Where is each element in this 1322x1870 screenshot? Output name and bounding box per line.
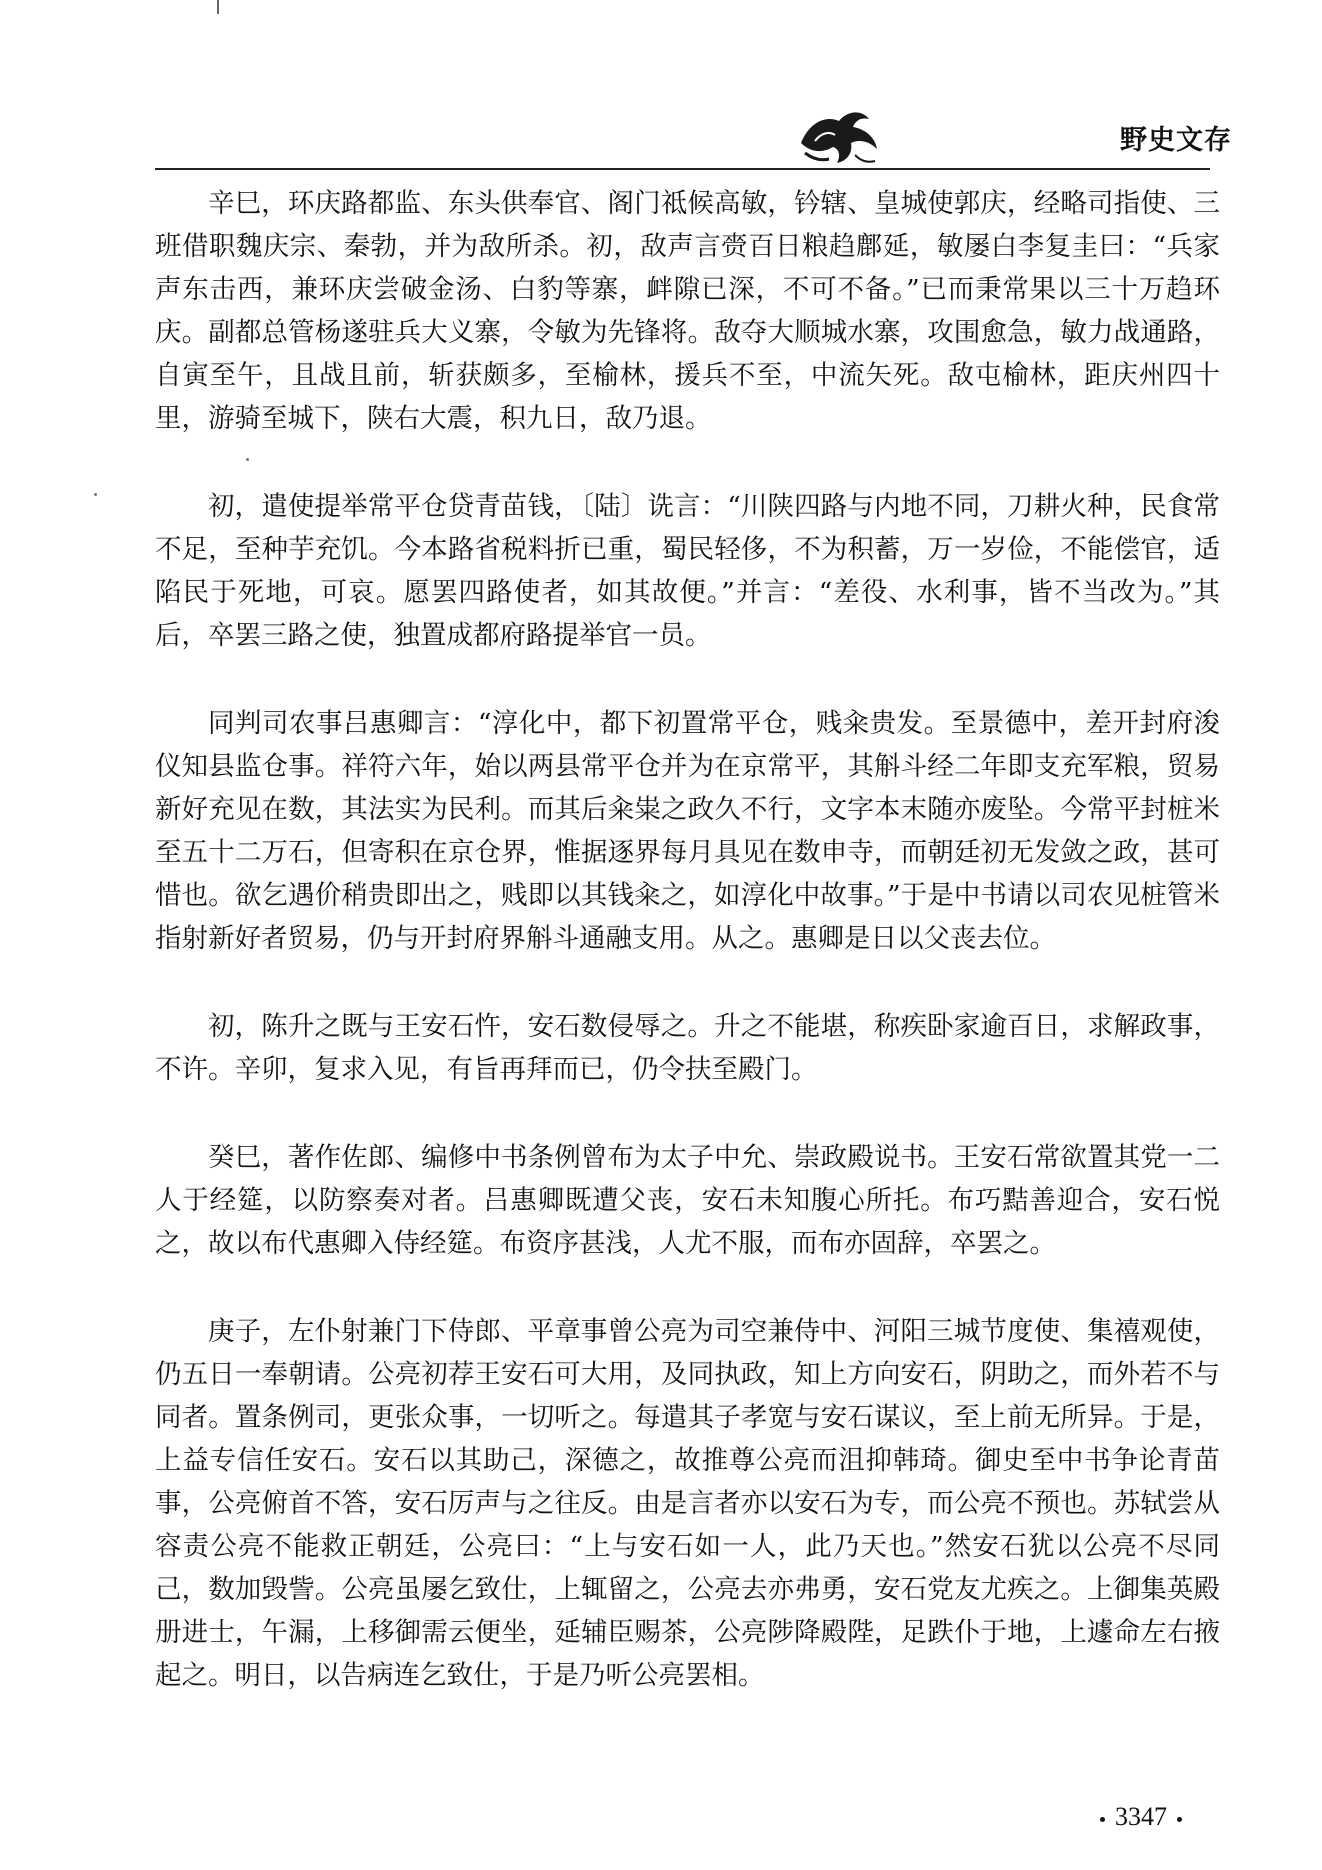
paragraph: 初，遣使提举常平仓贷青苗钱，〔陆〕诜言：“川陕四路与内地不同，刀耕火种，民食常不足，至种芋充饥。今本路省税料折已重，蜀民轻侈，不为积蓄，万一岁俭，不能偿官，适陷民于死地，可哀。愿罢四路使者，如其故便。”并言：“差役、水利事，皆不当改为。”其后，卒罢三路之使，独置成都府路提举官一员。 — [155, 491, 1220, 651]
paragraph: 辛巳，环庆路都监、东头供奉官、阁门祗候高敏，钤辖、皇城使郭庆，经略司指使、三班借职魏庆宗、秦勃，并为敌所杀。初，敌声言赍百日粮趋鄜延，敏屡白李复圭曰：“兵家声东击西，兼环庆尝破金汤、白豹等寨，衅隙已深，不可不备。”已而秉常果以三十万趋环庆。副都总管杨遂驻兵大义寨，令敏为先锋将。敌夺大顺城水寨，攻围愈急，敏力战通路，自寅至午，且战且前，斩获颇多，至榆林，援兵不至，中流矢死。敌屯榆林，距庆州四十里，游骑至城下，陕右大震，积九日，敌乃退。 — [155, 188, 1220, 434]
paragraph: 庚子，左仆射兼门下侍郎、平章事曾公亮为司空兼侍中、河阳三城节度使、集禧观使，仍五日一奉朝请。公亮初荐王安石可大用，及同执政，知上方向安石，阴助之，而外若不与同者。置条例司，更张众事，一切听之。每遣其子孝宽与安石谋议，至上前无所异。于是，上益专信任安石。安石以其助己，深德之，故推尊公亮而沮抑韩琦。御史至中书争论青苗事，公亮俯首不答，安石厉声与之往反。由是言者亦以安石为专，而公亮不预也。苏轼尝从容责公亮不能救正朝廷，公亮曰：“上与安石如一人，此乃天也。”然安石犹以公亮不尽同己，数加毁訾。公亮虽屡乞致仕，上辄留之，公亮去亦弗勇，安石党友尤疾之。上御集英殿册进士，午漏，上移御需云便坐，延辅臣赐茶，公亮陟降殿陛，足跌仆于地，上遽命左右掖起之。明日，以告病连乞致仕，于是乃听公亮罢相。 — [155, 1316, 1220, 1691]
paragraph: 癸巳，著作佐郎、编修中书条例曾布为太子中允、崇政殿说书。王安石常欲置其党一二人于经筵，以防察奏对者。吕惠卿既遭父丧，安石未知腹心所托。布巧黠善迎合，安石悦之，故以布代惠卿入侍经筵。布资序甚浅，人尤不服，而布亦固辞，卒罢之。 — [155, 1142, 1220, 1259]
header-divider — [155, 168, 1210, 170]
page-header — [0, 0, 1322, 175]
footer-dot — [1177, 1817, 1182, 1822]
page-header-title: 野史文存 — [1120, 125, 1232, 156]
paragraph: 同判司农事吕惠卿言：“淳化中，都下初置常平仓，贱籴贵发。至景德中，差开封府浚仪知县监仓事。祥符六年，始以两县常平仓并为在京常平，其斛斗经二年即支充军粮，贸易新好充见在数，其法实为民利。而其后籴粜之政久不行，文字本末随亦废坠。今常平封桩米至五十二万石，但寄积在京仓界，惟据逐界每月具见在数申寺，而朝廷初无发敛之政，甚可惜也。欲乞遇价稍贵即出之，贱即以其钱籴之，如淳化中故事。”于是中书请以司农见桩管米指射新好者贸易，仍与开封府界斛斗通融支用。从之。惠卿是日以父丧去位。 — [155, 708, 1220, 954]
main-text — [155, 182, 1220, 1742]
page-number: 3347 — [1115, 1802, 1167, 1831]
page-footer — [1090, 1802, 1192, 1832]
scan-speck — [246, 458, 249, 461]
scan-speck — [94, 493, 97, 496]
footer-dot — [1100, 1817, 1105, 1822]
paragraph: 初，陈升之既与王安石忤，安石数侵辱之。升之不能堪，称疾卧家逾百日，求解政事，不许。辛卯，复求入见，有旨再拜而已，仍令扶至殿门。 — [155, 1011, 1220, 1085]
dragon-emblem-icon — [795, 103, 881, 167]
